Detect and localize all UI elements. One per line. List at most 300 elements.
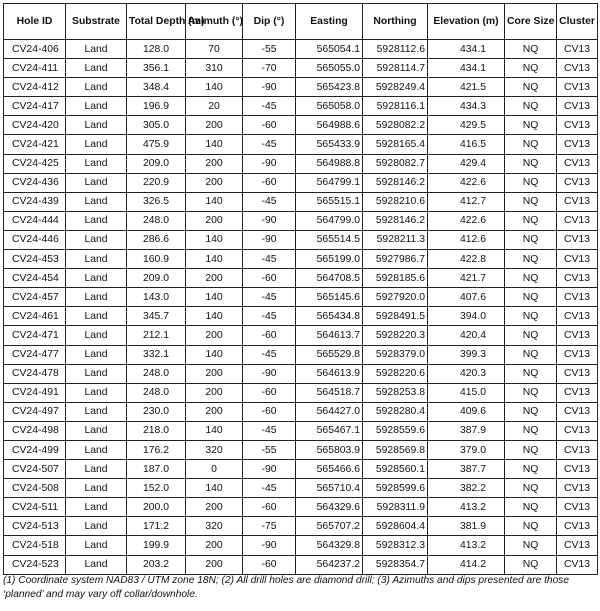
cell-northing: 5928312.3 [363, 536, 428, 555]
cell-azimuth: 140 [186, 307, 243, 326]
cell-cluster: CV13 [557, 269, 598, 288]
cell-azimuth: 200 [186, 536, 243, 555]
table-row [4, 97, 598, 116]
cell-northing: 5928599.6 [363, 479, 428, 498]
cell-total-depth: 286.6 [127, 230, 186, 249]
cell-cluster: CV13 [557, 250, 598, 269]
table-row [4, 326, 598, 345]
cell-core-size: NQ [505, 59, 557, 78]
cell-cluster: CV13 [557, 192, 598, 211]
cell-dip: -55 [243, 440, 296, 459]
cell-core-size: NQ [505, 288, 557, 307]
cell-substrate: Land [66, 211, 127, 230]
cell-substrate: Land [66, 364, 127, 383]
cell-core-size: NQ [505, 269, 557, 288]
cell-northing: 5928210.6 [363, 192, 428, 211]
cell-northing: 5928114.7 [363, 59, 428, 78]
cell-hole-id: CV24-425 [4, 154, 66, 173]
cell-northing: 5928165.4 [363, 135, 428, 154]
cell-dip: -60 [243, 383, 296, 402]
cell-cluster: CV13 [557, 135, 598, 154]
drill-hole-table [3, 3, 598, 575]
cell-northing: 5928354.7 [363, 555, 428, 574]
cell-substrate: Land [66, 517, 127, 536]
table-row [4, 40, 598, 59]
table-row [4, 154, 598, 173]
cell-dip: -60 [243, 326, 296, 345]
table-row [4, 421, 598, 440]
table-row [4, 116, 598, 135]
cell-substrate: Land [66, 498, 127, 517]
cell-core-size: NQ [505, 440, 557, 459]
cell-total-depth: 305.0 [127, 116, 186, 135]
cell-azimuth: 140 [186, 345, 243, 364]
cell-elevation: 413.2 [428, 536, 505, 555]
table-row [4, 288, 598, 307]
cell-northing: 5928559.6 [363, 421, 428, 440]
cell-total-depth: 230.0 [127, 402, 186, 421]
cell-elevation: 394.0 [428, 307, 505, 326]
cell-core-size: NQ [505, 345, 557, 364]
cell-total-depth: 187.0 [127, 460, 186, 479]
cell-azimuth: 140 [186, 78, 243, 97]
table-header-row [4, 4, 598, 40]
cell-core-size: NQ [505, 116, 557, 135]
cell-hole-id: CV24-508 [4, 479, 66, 498]
table-row [4, 250, 598, 269]
cell-substrate: Land [66, 402, 127, 421]
cell-dip: -45 [243, 97, 296, 116]
cell-easting: 564427.0 [296, 402, 363, 421]
cell-cluster: CV13 [557, 517, 598, 536]
cell-substrate: Land [66, 97, 127, 116]
cell-dip: -60 [243, 269, 296, 288]
cell-core-size: NQ [505, 536, 557, 555]
cell-total-depth: 332.1 [127, 345, 186, 364]
cell-elevation: 429.4 [428, 154, 505, 173]
cell-substrate: Land [66, 116, 127, 135]
cell-core-size: NQ [505, 135, 557, 154]
cell-easting: 565423.8 [296, 78, 363, 97]
cell-azimuth: 200 [186, 383, 243, 402]
cell-dip: -45 [243, 421, 296, 440]
cell-total-depth: 356.1 [127, 59, 186, 78]
cell-easting: 564329.6 [296, 498, 363, 517]
cell-substrate: Land [66, 421, 127, 440]
cell-substrate: Land [66, 135, 127, 154]
cell-total-depth: 209.0 [127, 154, 186, 173]
cell-core-size: NQ [505, 498, 557, 517]
cell-azimuth: 140 [186, 192, 243, 211]
cell-hole-id: CV24-417 [4, 97, 66, 116]
cell-hole-id: CV24-471 [4, 326, 66, 345]
cell-dip: -60 [243, 555, 296, 574]
cell-core-size: NQ [505, 250, 557, 269]
cell-elevation: 412.6 [428, 230, 505, 249]
table-row [4, 498, 598, 517]
cell-northing: 5928116.1 [363, 97, 428, 116]
cell-substrate: Land [66, 192, 127, 211]
cell-cluster: CV13 [557, 345, 598, 364]
cell-core-size: NQ [505, 230, 557, 249]
cell-northing: 5928185.6 [363, 269, 428, 288]
cell-easting: 565145.6 [296, 288, 363, 307]
cell-hole-id: CV24-406 [4, 40, 66, 59]
cell-total-depth: 203.2 [127, 555, 186, 574]
cell-easting: 564613.9 [296, 364, 363, 383]
cell-hole-id: CV24-420 [4, 116, 66, 135]
cell-substrate: Land [66, 460, 127, 479]
cell-core-size: NQ [505, 78, 557, 97]
cell-easting: 565466.6 [296, 460, 363, 479]
cell-total-depth: 171.2 [127, 517, 186, 536]
cell-northing: 5928491.5 [363, 307, 428, 326]
cell-cluster: CV13 [557, 555, 598, 574]
cell-easting: 565515.1 [296, 192, 363, 211]
cell-easting: 564518.7 [296, 383, 363, 402]
cell-dip: -90 [243, 230, 296, 249]
table-row [4, 402, 598, 421]
cell-elevation: 416.5 [428, 135, 505, 154]
cell-cluster: CV13 [557, 460, 598, 479]
header-hole-id: Hole ID [4, 4, 66, 40]
cell-core-size: NQ [505, 460, 557, 479]
header-core-size: Core Size [505, 4, 557, 40]
cell-azimuth: 200 [186, 211, 243, 230]
cell-northing: 5928220.3 [363, 326, 428, 345]
cell-northing: 5928082.7 [363, 154, 428, 173]
cell-hole-id: CV24-453 [4, 250, 66, 269]
cell-elevation: 429.5 [428, 116, 505, 135]
cell-northing: 5928604.4 [363, 517, 428, 536]
cell-northing: 5928280.4 [363, 402, 428, 421]
cell-azimuth: 200 [186, 498, 243, 517]
cell-hole-id: CV24-507 [4, 460, 66, 479]
cell-hole-id: CV24-461 [4, 307, 66, 326]
cell-northing: 5928569.8 [363, 440, 428, 459]
cell-total-depth: 475.9 [127, 135, 186, 154]
header-dip: Dip (°) [243, 4, 296, 40]
cell-cluster: CV13 [557, 402, 598, 421]
cell-cluster: CV13 [557, 421, 598, 440]
cell-total-depth: 218.0 [127, 421, 186, 440]
cell-easting: 564708.5 [296, 269, 363, 288]
cell-northing: 5928253.8 [363, 383, 428, 402]
cell-dip: -45 [243, 135, 296, 154]
cell-northing: 5928560.1 [363, 460, 428, 479]
table-row [4, 307, 598, 326]
cell-elevation: 414.2 [428, 555, 505, 574]
table-row [4, 269, 598, 288]
cell-elevation: 387.9 [428, 421, 505, 440]
cell-cluster: CV13 [557, 364, 598, 383]
cell-core-size: NQ [505, 40, 557, 59]
cell-hole-id: CV24-499 [4, 440, 66, 459]
cell-core-size: NQ [505, 154, 557, 173]
cell-hole-id: CV24-436 [4, 173, 66, 192]
cell-azimuth: 70 [186, 40, 243, 59]
cell-cluster: CV13 [557, 498, 598, 517]
cell-northing: 5927920.0 [363, 288, 428, 307]
cell-total-depth: 345.7 [127, 307, 186, 326]
cell-azimuth: 200 [186, 116, 243, 135]
cell-azimuth: 140 [186, 135, 243, 154]
cell-azimuth: 140 [186, 288, 243, 307]
cell-cluster: CV13 [557, 116, 598, 135]
cell-dip: -60 [243, 402, 296, 421]
cell-northing: 5928249.4 [363, 78, 428, 97]
cell-total-depth: 212.1 [127, 326, 186, 345]
cell-elevation: 434.1 [428, 59, 505, 78]
cell-substrate: Land [66, 326, 127, 345]
table-row [4, 440, 598, 459]
cell-easting: 564329.8 [296, 536, 363, 555]
table-row [4, 536, 598, 555]
table-row [4, 364, 598, 383]
table-row [4, 78, 598, 97]
cell-easting: 565803.9 [296, 440, 363, 459]
cell-hole-id: CV24-446 [4, 230, 66, 249]
cell-dip: -90 [243, 211, 296, 230]
cell-easting: 565058.0 [296, 97, 363, 116]
cell-hole-id: CV24-457 [4, 288, 66, 307]
cell-azimuth: 200 [186, 154, 243, 173]
cell-elevation: 420.4 [428, 326, 505, 345]
cell-northing: 5928311.9 [363, 498, 428, 517]
cell-cluster: CV13 [557, 59, 598, 78]
cell-hole-id: CV24-491 [4, 383, 66, 402]
cell-dip: -60 [243, 116, 296, 135]
cell-easting: 565433.9 [296, 135, 363, 154]
cell-substrate: Land [66, 479, 127, 498]
cell-cluster: CV13 [557, 440, 598, 459]
cell-northing: 5928146.2 [363, 211, 428, 230]
cell-azimuth: 200 [186, 402, 243, 421]
cell-total-depth: 196.9 [127, 97, 186, 116]
table-row [4, 345, 598, 364]
cell-easting: 565054.1 [296, 40, 363, 59]
cell-total-depth: 248.0 [127, 211, 186, 230]
cell-total-depth: 152.0 [127, 479, 186, 498]
cell-substrate: Land [66, 59, 127, 78]
cell-hole-id: CV24-454 [4, 269, 66, 288]
cell-core-size: NQ [505, 364, 557, 383]
cell-core-size: NQ [505, 307, 557, 326]
cell-northing: 5928082.2 [363, 116, 428, 135]
cell-easting: 564237.2 [296, 555, 363, 574]
header-northing: Northing [363, 4, 428, 40]
cell-dip: -90 [243, 536, 296, 555]
cell-cluster: CV13 [557, 211, 598, 230]
cell-total-depth: 326.5 [127, 192, 186, 211]
cell-total-depth: 160.9 [127, 250, 186, 269]
cell-azimuth: 200 [186, 364, 243, 383]
cell-substrate: Land [66, 555, 127, 574]
cell-elevation: 382.2 [428, 479, 505, 498]
cell-dip: -90 [243, 364, 296, 383]
cell-cluster: CV13 [557, 326, 598, 345]
cell-northing: 5928211.3 [363, 230, 428, 249]
table-row [4, 460, 598, 479]
cell-elevation: 387.7 [428, 460, 505, 479]
cell-total-depth: 176.2 [127, 440, 186, 459]
cell-elevation: 422.6 [428, 211, 505, 230]
table-row [4, 173, 598, 192]
cell-easting: 564799.1 [296, 173, 363, 192]
cell-easting: 565514.5 [296, 230, 363, 249]
cell-azimuth: 320 [186, 440, 243, 459]
cell-elevation: 422.6 [428, 173, 505, 192]
cell-easting: 565707.2 [296, 517, 363, 536]
cell-cluster: CV13 [557, 40, 598, 59]
cell-hole-id: CV24-498 [4, 421, 66, 440]
cell-substrate: Land [66, 345, 127, 364]
cell-easting: 564988.8 [296, 154, 363, 173]
cell-dip: -55 [243, 40, 296, 59]
cell-dip: -45 [243, 345, 296, 364]
cell-cluster: CV13 [557, 288, 598, 307]
cell-hole-id: CV24-421 [4, 135, 66, 154]
table-row [4, 555, 598, 574]
cell-easting: 565055.0 [296, 59, 363, 78]
cell-substrate: Land [66, 40, 127, 59]
cell-elevation: 434.3 [428, 97, 505, 116]
cell-elevation: 381.9 [428, 517, 505, 536]
cell-substrate: Land [66, 440, 127, 459]
cell-elevation: 420.3 [428, 364, 505, 383]
cell-hole-id: CV24-511 [4, 498, 66, 517]
cell-northing: 5927986.7 [363, 250, 428, 269]
cell-dip: -60 [243, 173, 296, 192]
cell-substrate: Land [66, 230, 127, 249]
cell-dip: -45 [243, 479, 296, 498]
cell-core-size: NQ [505, 97, 557, 116]
header-substrate: Substrate [66, 4, 127, 40]
cell-core-size: NQ [505, 517, 557, 536]
cell-core-size: NQ [505, 421, 557, 440]
cell-easting: 564988.6 [296, 116, 363, 135]
cell-elevation: 409.6 [428, 402, 505, 421]
header-elevation: Elevation (m) [428, 4, 505, 40]
cell-cluster: CV13 [557, 536, 598, 555]
cell-hole-id: CV24-412 [4, 78, 66, 97]
cell-substrate: Land [66, 383, 127, 402]
cell-azimuth: 310 [186, 59, 243, 78]
cell-cluster: CV13 [557, 479, 598, 498]
table-row [4, 135, 598, 154]
cell-easting: 565434.8 [296, 307, 363, 326]
cell-substrate: Land [66, 78, 127, 97]
cell-dip: -45 [243, 288, 296, 307]
cell-elevation: 422.8 [428, 250, 505, 269]
table-row [4, 59, 598, 78]
cell-dip: -90 [243, 460, 296, 479]
cell-core-size: NQ [505, 383, 557, 402]
cell-total-depth: 209.0 [127, 269, 186, 288]
cell-elevation: 399.3 [428, 345, 505, 364]
cell-total-depth: 248.0 [127, 364, 186, 383]
cell-total-depth: 143.0 [127, 288, 186, 307]
cell-azimuth: 200 [186, 269, 243, 288]
cell-core-size: NQ [505, 173, 557, 192]
cell-core-size: NQ [505, 211, 557, 230]
cell-elevation: 421.7 [428, 269, 505, 288]
cell-elevation: 412.7 [428, 192, 505, 211]
cell-easting: 565529.8 [296, 345, 363, 364]
cell-hole-id: CV24-497 [4, 402, 66, 421]
cell-total-depth: 220.9 [127, 173, 186, 192]
cell-northing: 5928220.6 [363, 364, 428, 383]
cell-easting: 565199.0 [296, 250, 363, 269]
cell-azimuth: 140 [186, 250, 243, 269]
cell-substrate: Land [66, 154, 127, 173]
cell-total-depth: 199.9 [127, 536, 186, 555]
cell-dip: -75 [243, 517, 296, 536]
cell-azimuth: 140 [186, 421, 243, 440]
cell-dip: -60 [243, 498, 296, 517]
cell-core-size: NQ [505, 326, 557, 345]
cell-azimuth: 200 [186, 173, 243, 192]
cell-hole-id: CV24-477 [4, 345, 66, 364]
cell-cluster: CV13 [557, 383, 598, 402]
table-row [4, 192, 598, 211]
table-row [4, 211, 598, 230]
cell-azimuth: 320 [186, 517, 243, 536]
cell-azimuth: 140 [186, 479, 243, 498]
cell-azimuth: 200 [186, 326, 243, 345]
cell-substrate: Land [66, 536, 127, 555]
cell-azimuth: 20 [186, 97, 243, 116]
cell-cluster: CV13 [557, 78, 598, 97]
cell-core-size: NQ [505, 192, 557, 211]
cell-cluster: CV13 [557, 154, 598, 173]
cell-dip: -45 [243, 192, 296, 211]
cell-total-depth: 348.4 [127, 78, 186, 97]
cell-dip: -90 [243, 78, 296, 97]
cell-dip: -90 [243, 154, 296, 173]
table-row [4, 383, 598, 402]
header-cluster: Cluster [557, 4, 598, 40]
cell-dip: -70 [243, 59, 296, 78]
cell-total-depth: 200.0 [127, 498, 186, 517]
cell-dip: -45 [243, 250, 296, 269]
cell-hole-id: CV24-478 [4, 364, 66, 383]
table-row [4, 230, 598, 249]
cell-elevation: 379.0 [428, 440, 505, 459]
cell-substrate: Land [66, 173, 127, 192]
table-row [4, 479, 598, 498]
cell-northing: 5928146.2 [363, 173, 428, 192]
cell-elevation: 413.2 [428, 498, 505, 517]
cell-cluster: CV13 [557, 230, 598, 249]
footnote: (1) Coordinate system NAD83 / UTM zone 18N; (2) All drill holes are diamond drill; (3) Azimuths and dips presented are those ‘planned’ and may vary off collar/downhole. [3, 575, 570, 600]
cell-cluster: CV13 [557, 173, 598, 192]
cell-core-size: NQ [505, 402, 557, 421]
cell-hole-id: CV24-513 [4, 517, 66, 536]
cell-cluster: CV13 [557, 97, 598, 116]
cell-substrate: Land [66, 250, 127, 269]
cell-easting: 565467.1 [296, 421, 363, 440]
cell-elevation: 434.1 [428, 40, 505, 59]
cell-hole-id: CV24-523 [4, 555, 66, 574]
cell-elevation: 415.0 [428, 383, 505, 402]
cell-northing: 5928112.6 [363, 40, 428, 59]
table-row [4, 517, 598, 536]
cell-core-size: NQ [505, 555, 557, 574]
cell-total-depth: 248.0 [127, 383, 186, 402]
cell-hole-id: CV24-439 [4, 192, 66, 211]
cell-core-size: NQ [505, 479, 557, 498]
